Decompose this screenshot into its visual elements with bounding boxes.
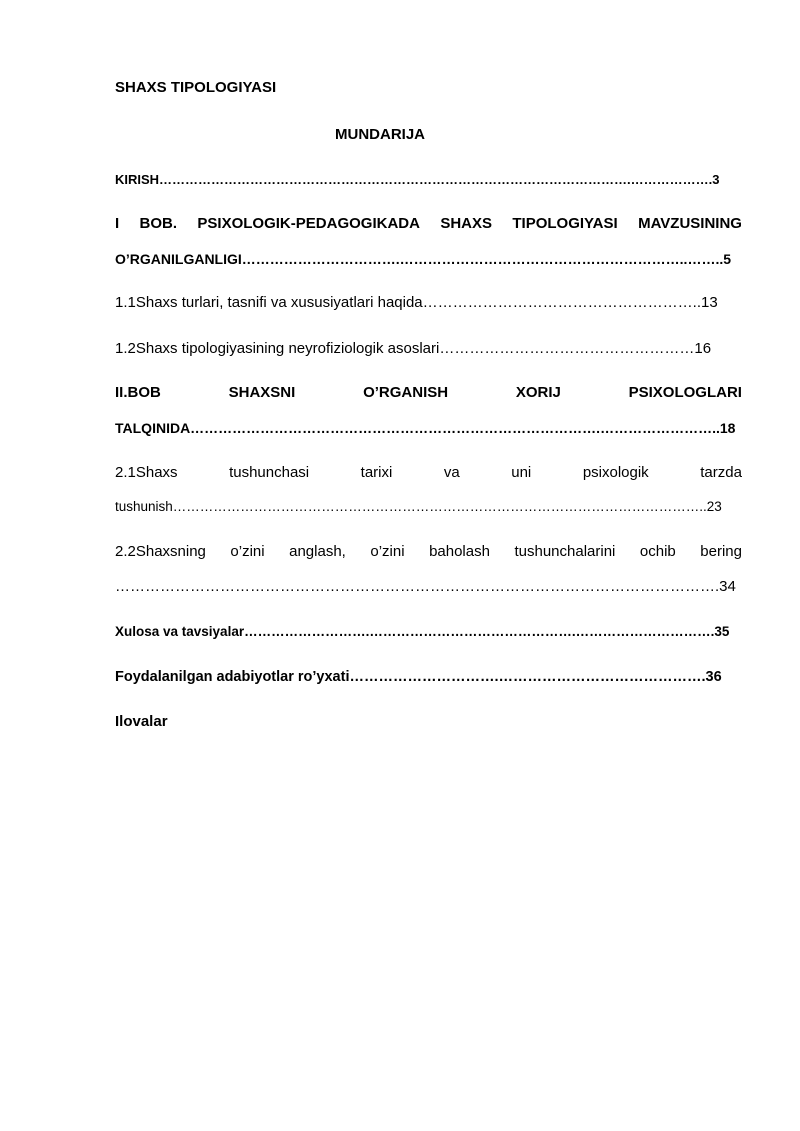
toc-entry-bob2-line2: TALQINIDA…………………………………………………………………………….……………………..18 [115,420,736,436]
toc-word: o’zini [370,543,405,560]
toc-word: tushunchasi [229,464,310,481]
toc-word: anglash, [289,543,346,560]
toc-word: tarixi [360,464,393,481]
toc-word: uni [511,464,532,481]
toc-entry-bob1-line2: O’RGANILGANLIGI…………………………….……………………………………………………..……..5 [115,251,732,267]
toc-entry-2-2-line1 [115,543,742,561]
toc-word: PSIXOLOGIK-PEDAGOGIKADA [197,215,420,232]
toc-word: SHAXSNI [228,384,296,401]
toc-entry-bob2-line1 [115,384,742,402]
toc-heading: MUNDARIJA [335,126,425,143]
toc-entry-1-2: 1.2Shaxs tipologiyasining neyrofiziologik asoslari……………………………………………16 [115,340,712,357]
toc-entry-2-1-line1 [115,464,742,482]
toc-entry-xulosa: Xulosa va tavsiyalar……………………….……………………………………….………………………….35 [115,624,730,639]
document-title: SHAXS TIPOLOGIYASI [115,79,277,96]
toc-entry-adabiyot: Foydalanilgan adabiyotlar ro’yxati………………………….…………………………………….36 [115,669,722,685]
toc-word: tushunchalarini [514,543,616,560]
toc-word: bering [700,543,742,560]
toc-entry-ilovalar: Ilovalar [115,713,168,730]
toc-entry-kirish: KIRISH……………………………………………………………………………………………….……………….3 [115,172,720,187]
toc-entry-bob1-line1 [115,215,742,233]
toc-word: BOB. [139,215,178,232]
toc-entry-2-2-line2: ………………………………………………………………………………………………………….34 [115,578,736,595]
toc-word: o’zini [230,543,265,560]
toc-word: O’RGANISH [363,384,449,401]
toc-word: II.BOB [115,384,161,401]
toc-entry-2-1-line2: tushunish………………………………………………………………………………………………………..23 [115,499,722,514]
toc-word: ochib [639,543,676,560]
toc-word: XORIJ [515,384,561,401]
toc-word: I [115,215,120,232]
toc-word: TIPOLOGIYASI [512,215,618,232]
toc-word: SHAXS [440,215,493,232]
toc-word: MAVZUSINING [638,215,742,232]
toc-word: baholash [429,543,490,560]
toc-word: 2.2Shaxsning [115,543,206,560]
toc-entry-1-1: 1.1Shaxs turlari, tasnifi va xususiyatlari haqida………………………………………………..13 [115,294,718,311]
toc-word: PSIXOLOGLARI [628,384,742,401]
toc-word: tarzda [700,464,742,481]
toc-word: va [443,464,460,481]
toc-word: 2.1Shaxs [115,464,178,481]
toc-word: psixologik [582,464,649,481]
